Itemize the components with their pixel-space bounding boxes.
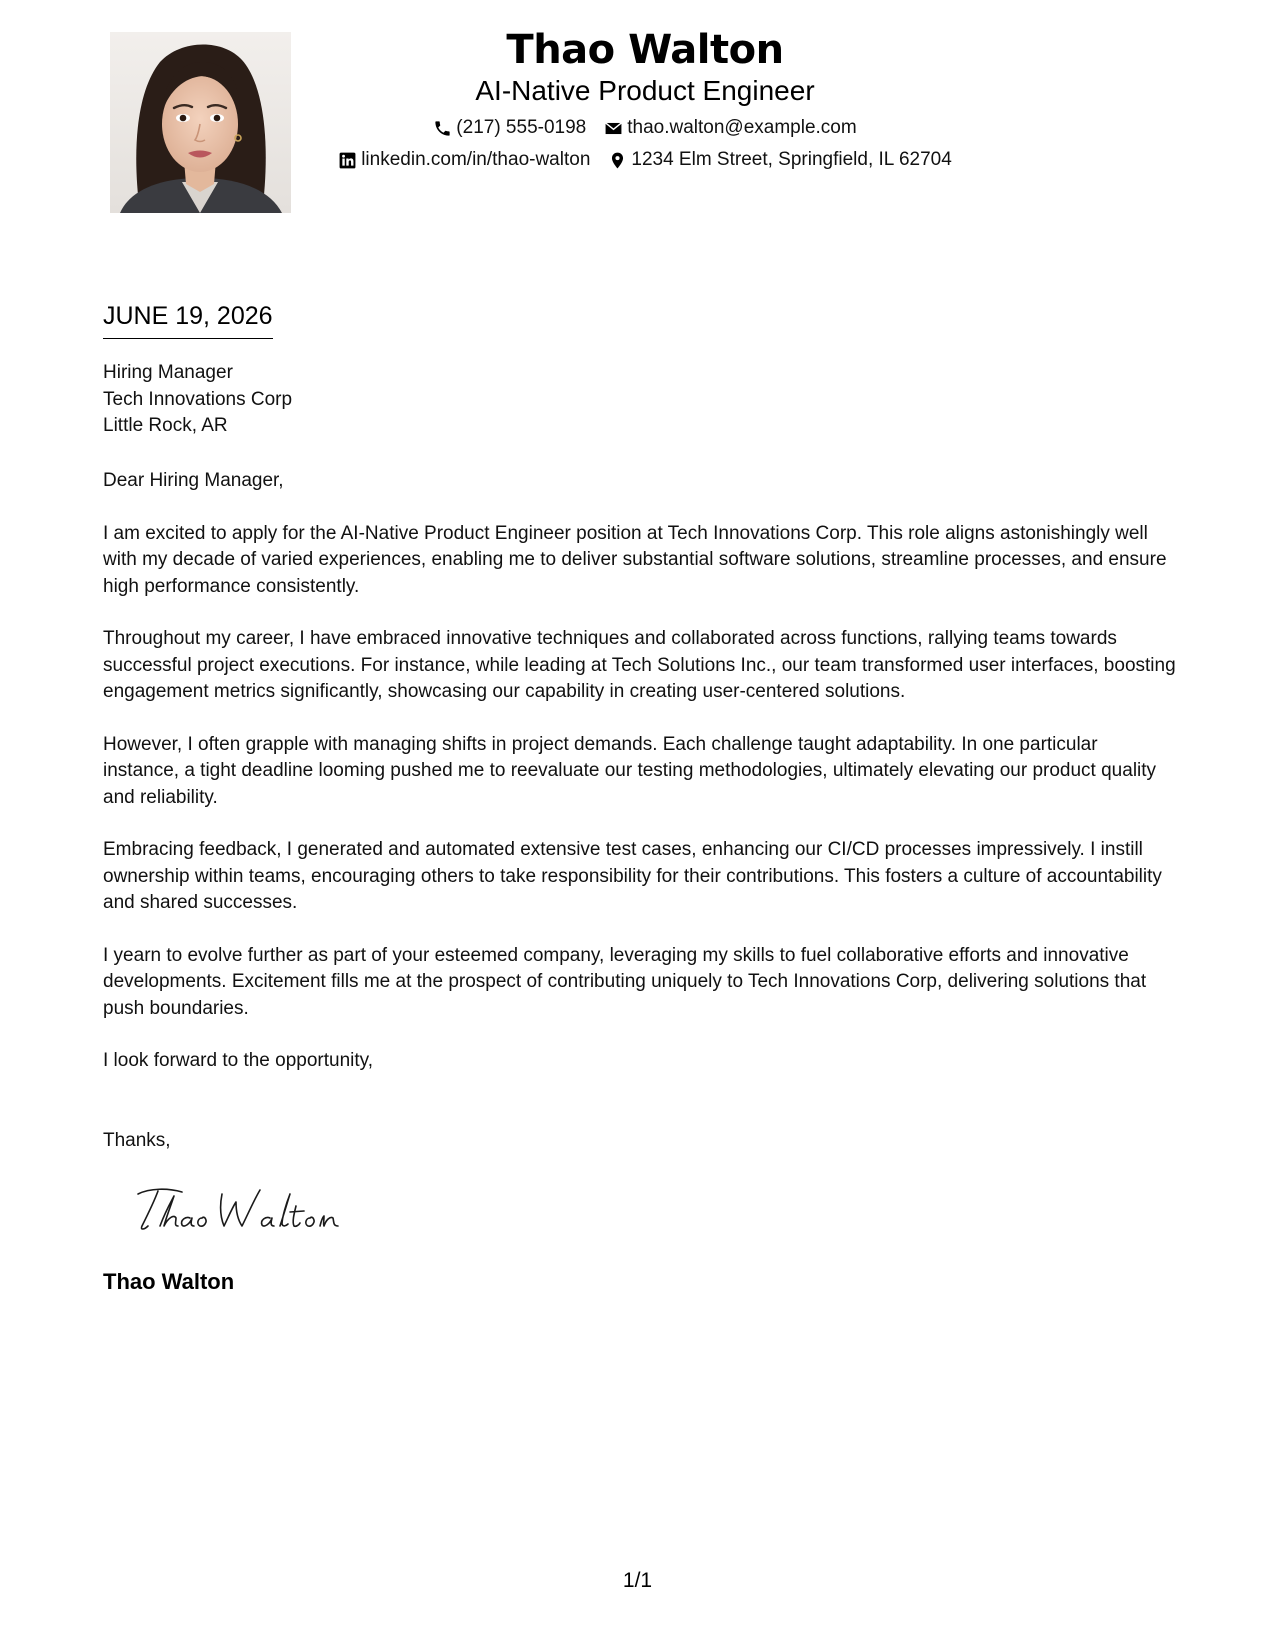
recipient-company: Tech Innovations Corp: [103, 388, 293, 410]
profile-photo: [110, 32, 291, 213]
map-pin-icon: [608, 151, 627, 170]
contact-address: [608, 148, 951, 172]
email-text: thao.walton@example.com: [627, 117, 857, 138]
closing-line: I look forward to the opportunity,: [103, 1050, 374, 1071]
body-paragraph: Embracing feedback, I generated and automated extensive test cases, enhancing our CI/CD processes impressively. I instill ownership within teams, encouraging others to take responsibility for their contributions. This fosters a culture of accountability and shared successes.: [103, 839, 1162, 913]
salutation: Dear Hiring Manager,: [103, 470, 284, 491]
signer-name: Thao Walton: [103, 1269, 235, 1294]
body-paragraph: I yearn to evolve further as part of your esteemed company, leveraging my skills to fuel collaborative efforts and innovative developments. Excitement fills me at the prospect of contributing uniquely to Tech Innovations Corp, delivering solutions that push boundaries.: [103, 944, 1147, 1019]
body-paragraph: Throughout my career, I have embraced innovative techniques and collaborated across functions, rallying teams towards successful project executions. For instance, while leading at Tech Solutions Inc., our team transformed user interfaces, boosting engagement metrics significantly, showcasing our capability in creating user-centered solutions.: [103, 628, 1176, 702]
body-paragraph: However, I often grapple with managing shifts in project demands. Each challenge taught adaptability. In one particular instance, a tight deadline looming pushed me to reevaluate our testing methodologies, ultimately elevating our product quality and reliability.: [103, 733, 1157, 808]
thanks-line: Thanks,: [103, 1130, 171, 1151]
letter-date: JUNE 19, 2026: [103, 300, 273, 339]
letter-body: [103, 468, 1178, 1048]
phone-icon: [433, 119, 452, 138]
contact-phone: [433, 116, 586, 140]
contact-row-1: [300, 116, 990, 140]
page-number: 1/1: [622, 1569, 653, 1592]
body-paragraph: I am excited to apply for the AI-Native Product Engineer position at Tech Innovations Corp. This role aligns astonishingly well with my decade of varied experiences, enabling me to deliver substantial software solutions, streamline processes, and ensure high performance consistently.: [103, 522, 1167, 597]
portrait-image: [110, 32, 291, 213]
linkedin-icon: [338, 151, 357, 170]
job-title: AI-Native Product Engineer: [475, 75, 815, 106]
contact-email: [604, 116, 856, 140]
header: [300, 26, 990, 172]
phone-text: (217) 555-0198: [456, 117, 587, 138]
recipient-location: Little Rock, AR: [103, 415, 228, 436]
linkedin-text: linkedin.com/in/thao-walton: [361, 149, 591, 170]
contact-linkedin: [338, 148, 590, 172]
contact-row-2: [300, 148, 990, 172]
recipient-block: [103, 360, 292, 440]
applicant-name: Thao Walton: [506, 27, 784, 73]
envelope-icon: [604, 119, 623, 138]
handwritten-signature: [130, 1180, 350, 1240]
recipient-title: Hiring Manager: [103, 362, 233, 383]
address-text: 1234 Elm Street, Springfield, IL 62704: [631, 149, 952, 170]
